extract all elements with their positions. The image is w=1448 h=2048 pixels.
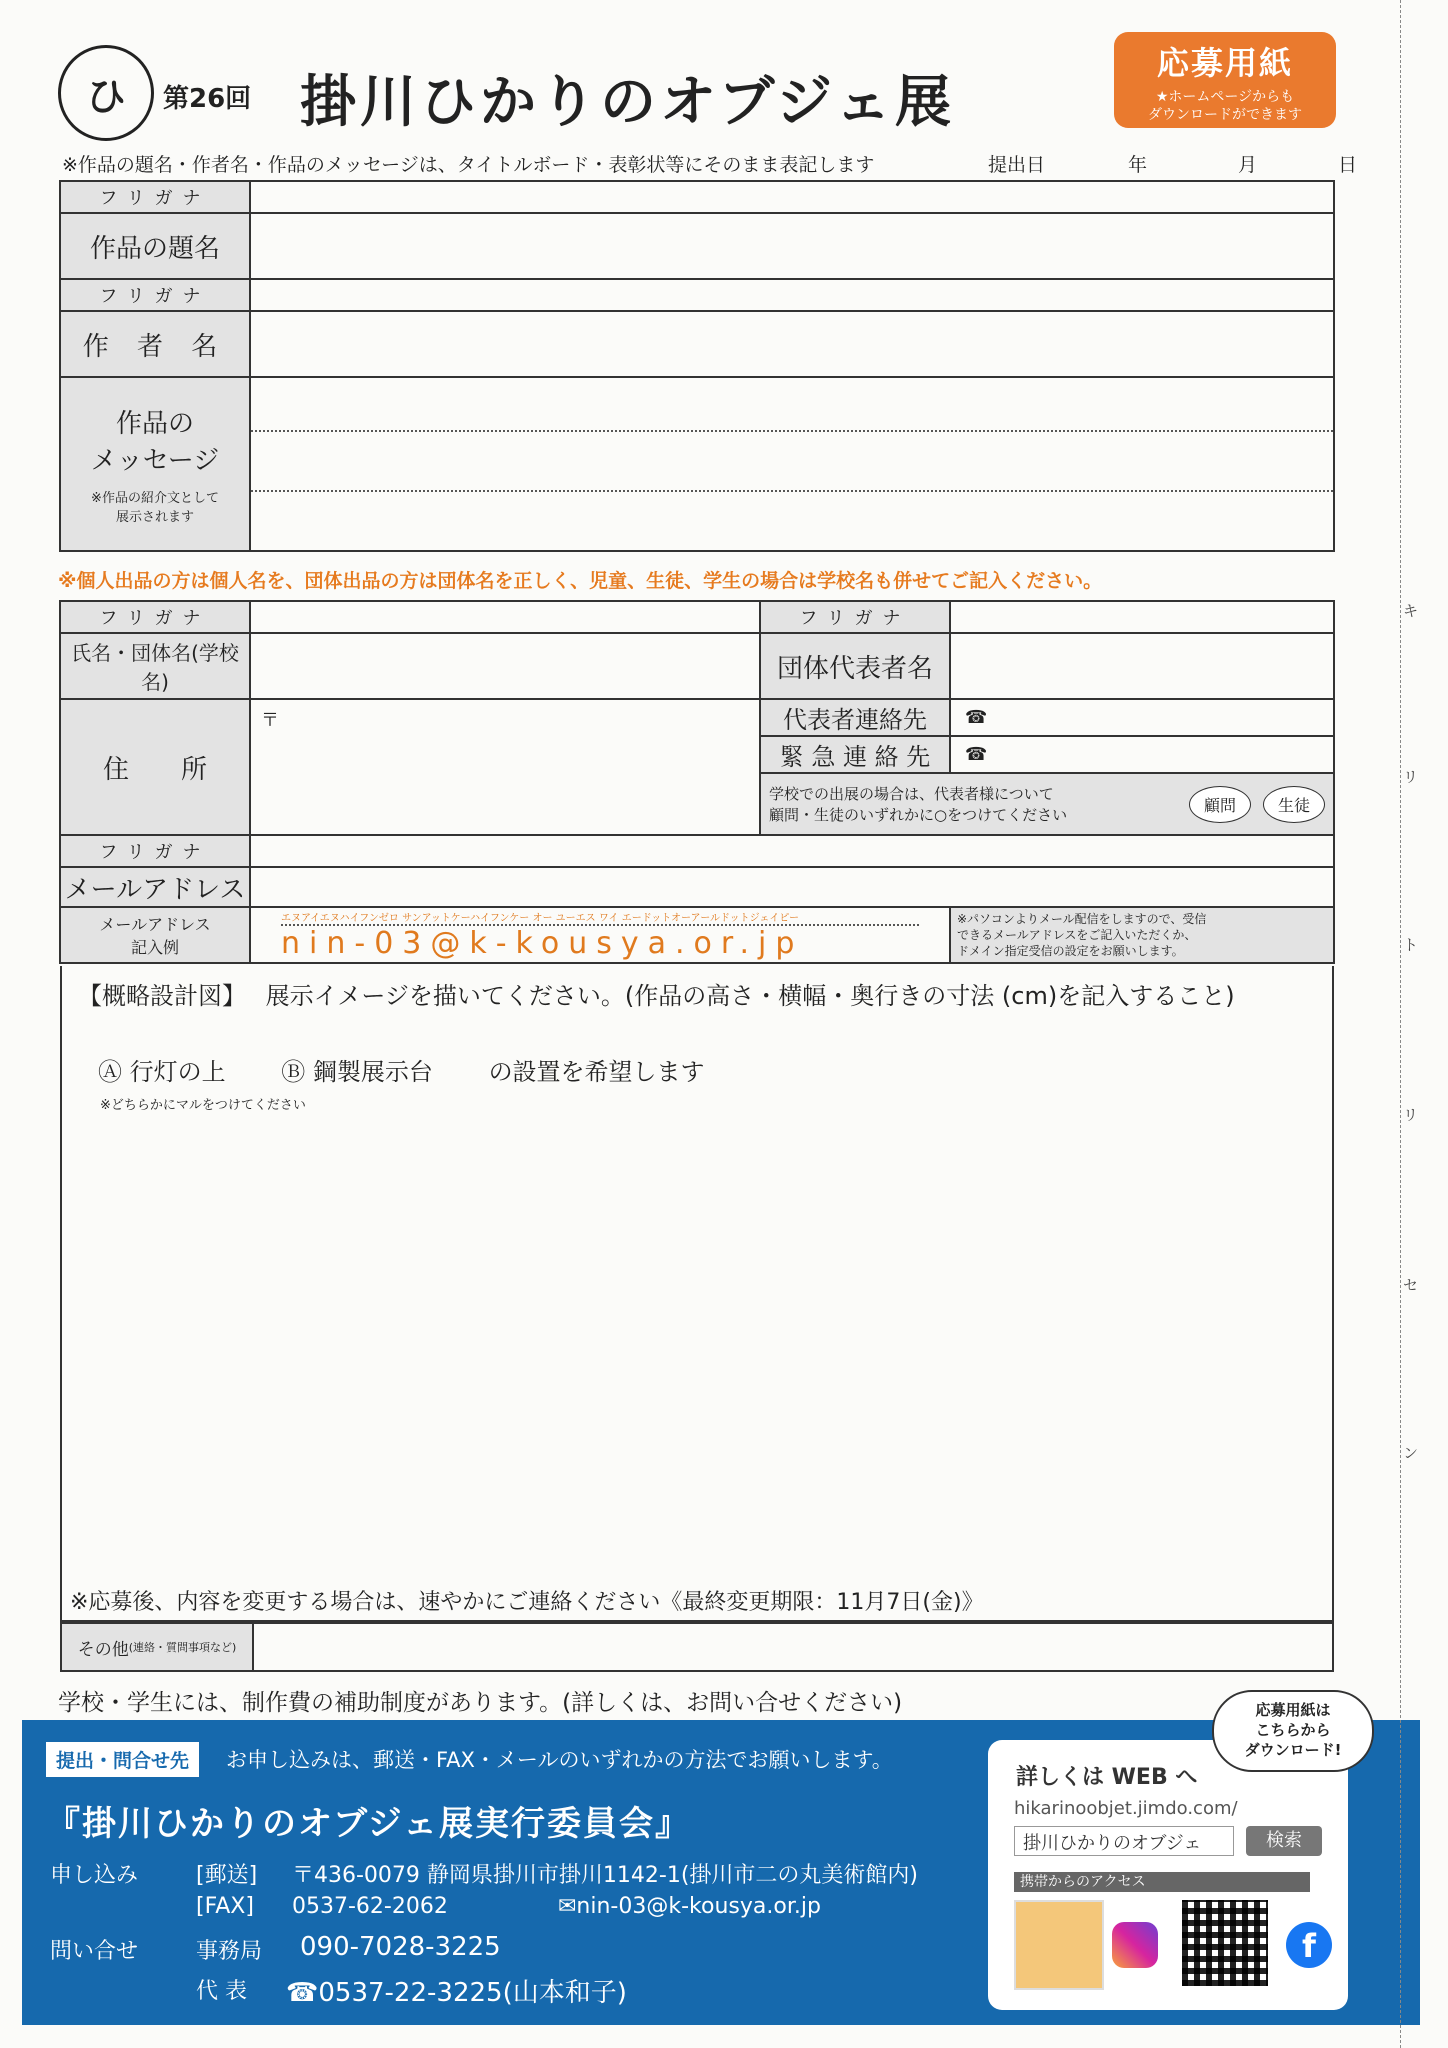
postal-mark: 〒 bbox=[261, 710, 279, 731]
qr-code-icon[interactable] bbox=[1014, 1900, 1104, 1990]
rep-phone: ☎0537-22-3225(山本和子) bbox=[286, 1978, 627, 2008]
email-note-3: ドメイン指定受信の設定をお願いします。 bbox=[957, 944, 1184, 958]
badge-title: 応募用紙 bbox=[1156, 44, 1293, 82]
option-a[interactable] bbox=[98, 1058, 226, 1086]
bubble-2: こちらから bbox=[1255, 1721, 1331, 1739]
cut-label-5: セ bbox=[1403, 1276, 1419, 1294]
author-field[interactable] bbox=[250, 311, 1334, 377]
badge-sub1: ★ホームページからも bbox=[1155, 89, 1295, 105]
phone-icon: ☎ bbox=[965, 707, 988, 728]
applicant-table bbox=[59, 600, 1335, 964]
date-month: 月 bbox=[1238, 154, 1258, 176]
date-year: 年 bbox=[1128, 154, 1148, 176]
rep-label: 代 表 bbox=[196, 1979, 247, 2004]
message-field[interactable] bbox=[250, 377, 1334, 551]
author-furigana-label: フリガナ bbox=[60, 279, 250, 311]
name-label: 氏名・団体名(学校名) bbox=[60, 633, 250, 699]
author-label: 作 者 名 bbox=[60, 311, 250, 377]
email-note-2: できるメールアドレスをご記入いただくか、 bbox=[957, 928, 1197, 942]
organizer-name: 『掛川ひかりのオブジェ展実行委員会』 bbox=[46, 1804, 691, 1844]
email-note bbox=[950, 907, 1334, 963]
message-note-2: 展示されます bbox=[115, 510, 194, 525]
name-field[interactable] bbox=[250, 633, 760, 699]
email-example-reading: エヌアイエヌハイフンゼロ サンアットケーハイフンケー オー ユーエス ワイ エードットオーアールドットジェイピー bbox=[281, 909, 919, 926]
rep-furigana-label: フリガナ bbox=[760, 601, 950, 633]
application-form-badge bbox=[1114, 32, 1336, 128]
emergency-contact-field[interactable] bbox=[950, 736, 1334, 773]
top-note: ※作品の題名・作者名・作品のメッセージは、タイトルボード・表彰状等にそのまま表記します bbox=[62, 154, 875, 176]
work-info-table bbox=[59, 180, 1335, 552]
option-note: ※どちらかにマルをつけてください bbox=[100, 1098, 306, 1113]
other-label-small: (連絡・質問事項など) bbox=[128, 1641, 237, 1654]
message-label bbox=[60, 377, 250, 551]
contact-intro: お申し込みは、郵送・FAX・メールのいずれかの方法でお願いします。 bbox=[226, 1748, 893, 1772]
cut-label-1: キ bbox=[1403, 602, 1419, 620]
option-b-text: 鋼製展示台 bbox=[312, 1058, 433, 1086]
facebook-icon[interactable]: f bbox=[1286, 1922, 1332, 1968]
option-b[interactable] bbox=[281, 1058, 433, 1086]
student-option[interactable]: 生徒 bbox=[1263, 786, 1325, 823]
download-bubble bbox=[1212, 1690, 1374, 1772]
web-title: 詳しくは WEB へ bbox=[1016, 1765, 1198, 1790]
school-note-2: 顧問・生徒のいずれかに○をつけてください bbox=[769, 806, 1068, 824]
name-furigana-label: フリガナ bbox=[60, 601, 250, 633]
entry-instruction-note: ※個人出品の方は個人名を、団体出品の方は団体名を正しく、児童、生徒、学生の場合は学校名も併せてご記入ください。 bbox=[58, 570, 1103, 592]
option-suffix: の設置を希望します bbox=[488, 1058, 705, 1086]
phone-icon: ☎ bbox=[965, 744, 988, 765]
page-title: 掛川ひかりのオブジェ展 bbox=[300, 70, 955, 135]
author-furigana-field[interactable] bbox=[250, 279, 1334, 311]
email-furigana-field[interactable] bbox=[250, 835, 1334, 867]
address-label: 住 所 bbox=[60, 699, 250, 835]
other-row bbox=[60, 1622, 1334, 1672]
inquiry-label: 問い合せ bbox=[50, 1939, 139, 1964]
mobile-access-bar: 携帯からのアクセス bbox=[1014, 1872, 1310, 1892]
address-field[interactable] bbox=[250, 699, 760, 835]
email-example-label bbox=[60, 907, 250, 963]
change-deadline-note: ※応募後、内容を変更する場合は、速やかにご連絡ください《最終変更期限：11月7日(金)》 bbox=[70, 1590, 984, 1615]
school-note-1: 学校での出展の場合は、代表者様について bbox=[769, 785, 1054, 803]
other-label: その他 (連絡・質問事項など) bbox=[62, 1624, 254, 1670]
mail-label: [郵送] bbox=[196, 1863, 258, 1888]
option-b-mark: Ⓑ bbox=[281, 1058, 306, 1086]
option-a-text: 行灯の上 bbox=[129, 1058, 226, 1086]
school-role-cell bbox=[760, 773, 1334, 835]
subsidy-note: 学校・学生には、制作費の補助制度があります。(詳しくは、お問い合せください) bbox=[58, 1690, 903, 1716]
email-example-label-1: メールアドレス bbox=[99, 915, 211, 934]
date-label: 提出日 bbox=[988, 154, 1046, 176]
other-field[interactable] bbox=[254, 1624, 1332, 1670]
event-logo: ひ bbox=[58, 45, 154, 141]
office-label: 事務局 bbox=[196, 1939, 263, 1964]
badge-sub2: ダウンロードができます bbox=[1148, 107, 1302, 123]
email-example-label-2: 記入例 bbox=[130, 938, 179, 957]
mail-address: 〒436-0079 静岡県掛川市掛川1142-1(掛川市二の丸美術館内) bbox=[292, 1863, 919, 1888]
message-label-2: メッセージ bbox=[90, 446, 220, 476]
search-button[interactable]: 検索 bbox=[1246, 1826, 1322, 1856]
date-day: 日 bbox=[1338, 154, 1358, 176]
cut-label-3: ト bbox=[1403, 936, 1419, 954]
fax-number: 0537-62-2062 bbox=[292, 1894, 448, 1919]
email-note-1: ※パソコンよりメール配信をしますので、受信 bbox=[957, 912, 1207, 926]
cut-line bbox=[1400, 0, 1401, 2048]
office-phone: 090-7028-3225 bbox=[300, 1932, 501, 1962]
option-a-mark: Ⓐ bbox=[98, 1058, 122, 1086]
instagram-icon[interactable] bbox=[1112, 1922, 1158, 1968]
edition-number: 第26回 bbox=[163, 84, 252, 114]
message-note-1: ※作品の紹介文として bbox=[91, 491, 219, 506]
title-furigana-field[interactable] bbox=[250, 181, 1334, 213]
placement-options bbox=[98, 1052, 705, 1087]
cut-label-4: リ bbox=[1403, 1106, 1419, 1124]
rep-contact-label: 代表者連絡先 bbox=[760, 699, 950, 736]
fax-label: [FAX] bbox=[196, 1894, 254, 1919]
rep-contact-field[interactable] bbox=[950, 699, 1334, 736]
contact-tag: 提出・問合せ先 bbox=[46, 1742, 199, 1777]
rep-name-field[interactable] bbox=[950, 633, 1334, 699]
email-example-cell bbox=[250, 907, 950, 963]
email-example: nin-03@k-kousya.or.jp bbox=[281, 926, 804, 961]
search-input[interactable]: 掛川ひかりのオブジェ bbox=[1014, 1826, 1234, 1856]
apply-label: 申し込み bbox=[50, 1863, 139, 1888]
design-heading bbox=[78, 976, 1235, 1011]
title-furigana-label: フリガナ bbox=[60, 181, 250, 213]
advisor-option[interactable]: 顧問 bbox=[1189, 786, 1251, 823]
emergency-contact-label: 緊 急 連 絡 先 bbox=[760, 736, 950, 773]
rep-furigana-field[interactable] bbox=[950, 601, 1334, 633]
email-label: メールアドレス bbox=[60, 867, 250, 907]
cut-label-2: リ bbox=[1403, 768, 1419, 786]
qr-code-icon[interactable] bbox=[1182, 1900, 1268, 1986]
web-url[interactable]: hikarinoobjet.jimdo.com/ bbox=[1014, 1798, 1238, 1819]
submission-date[interactable] bbox=[988, 150, 1357, 177]
email-field[interactable] bbox=[250, 867, 1334, 907]
work-title-field[interactable] bbox=[250, 213, 1334, 279]
bubble-1: 応募用紙は bbox=[1255, 1701, 1331, 1719]
bubble-3: ダウンロード! bbox=[1244, 1741, 1342, 1759]
email-furigana-label: フリガナ bbox=[60, 835, 250, 867]
name-furigana-field[interactable] bbox=[250, 601, 760, 633]
design-heading-label: 【概略設計図】 bbox=[78, 982, 246, 1010]
rep-name-label: 団体代表者名 bbox=[760, 633, 950, 699]
footer-email[interactable]: ✉nin-03@k-kousya.or.jp bbox=[558, 1894, 821, 1919]
cut-label-6: ン bbox=[1403, 1444, 1419, 1462]
message-label-1: 作品の bbox=[115, 409, 194, 439]
work-title-label: 作品の題名 bbox=[60, 213, 250, 279]
design-instruction: 展示イメージを描いてください。(作品の高さ・横幅・奥行きの寸法 (cm)を記入すること) bbox=[265, 982, 1235, 1010]
